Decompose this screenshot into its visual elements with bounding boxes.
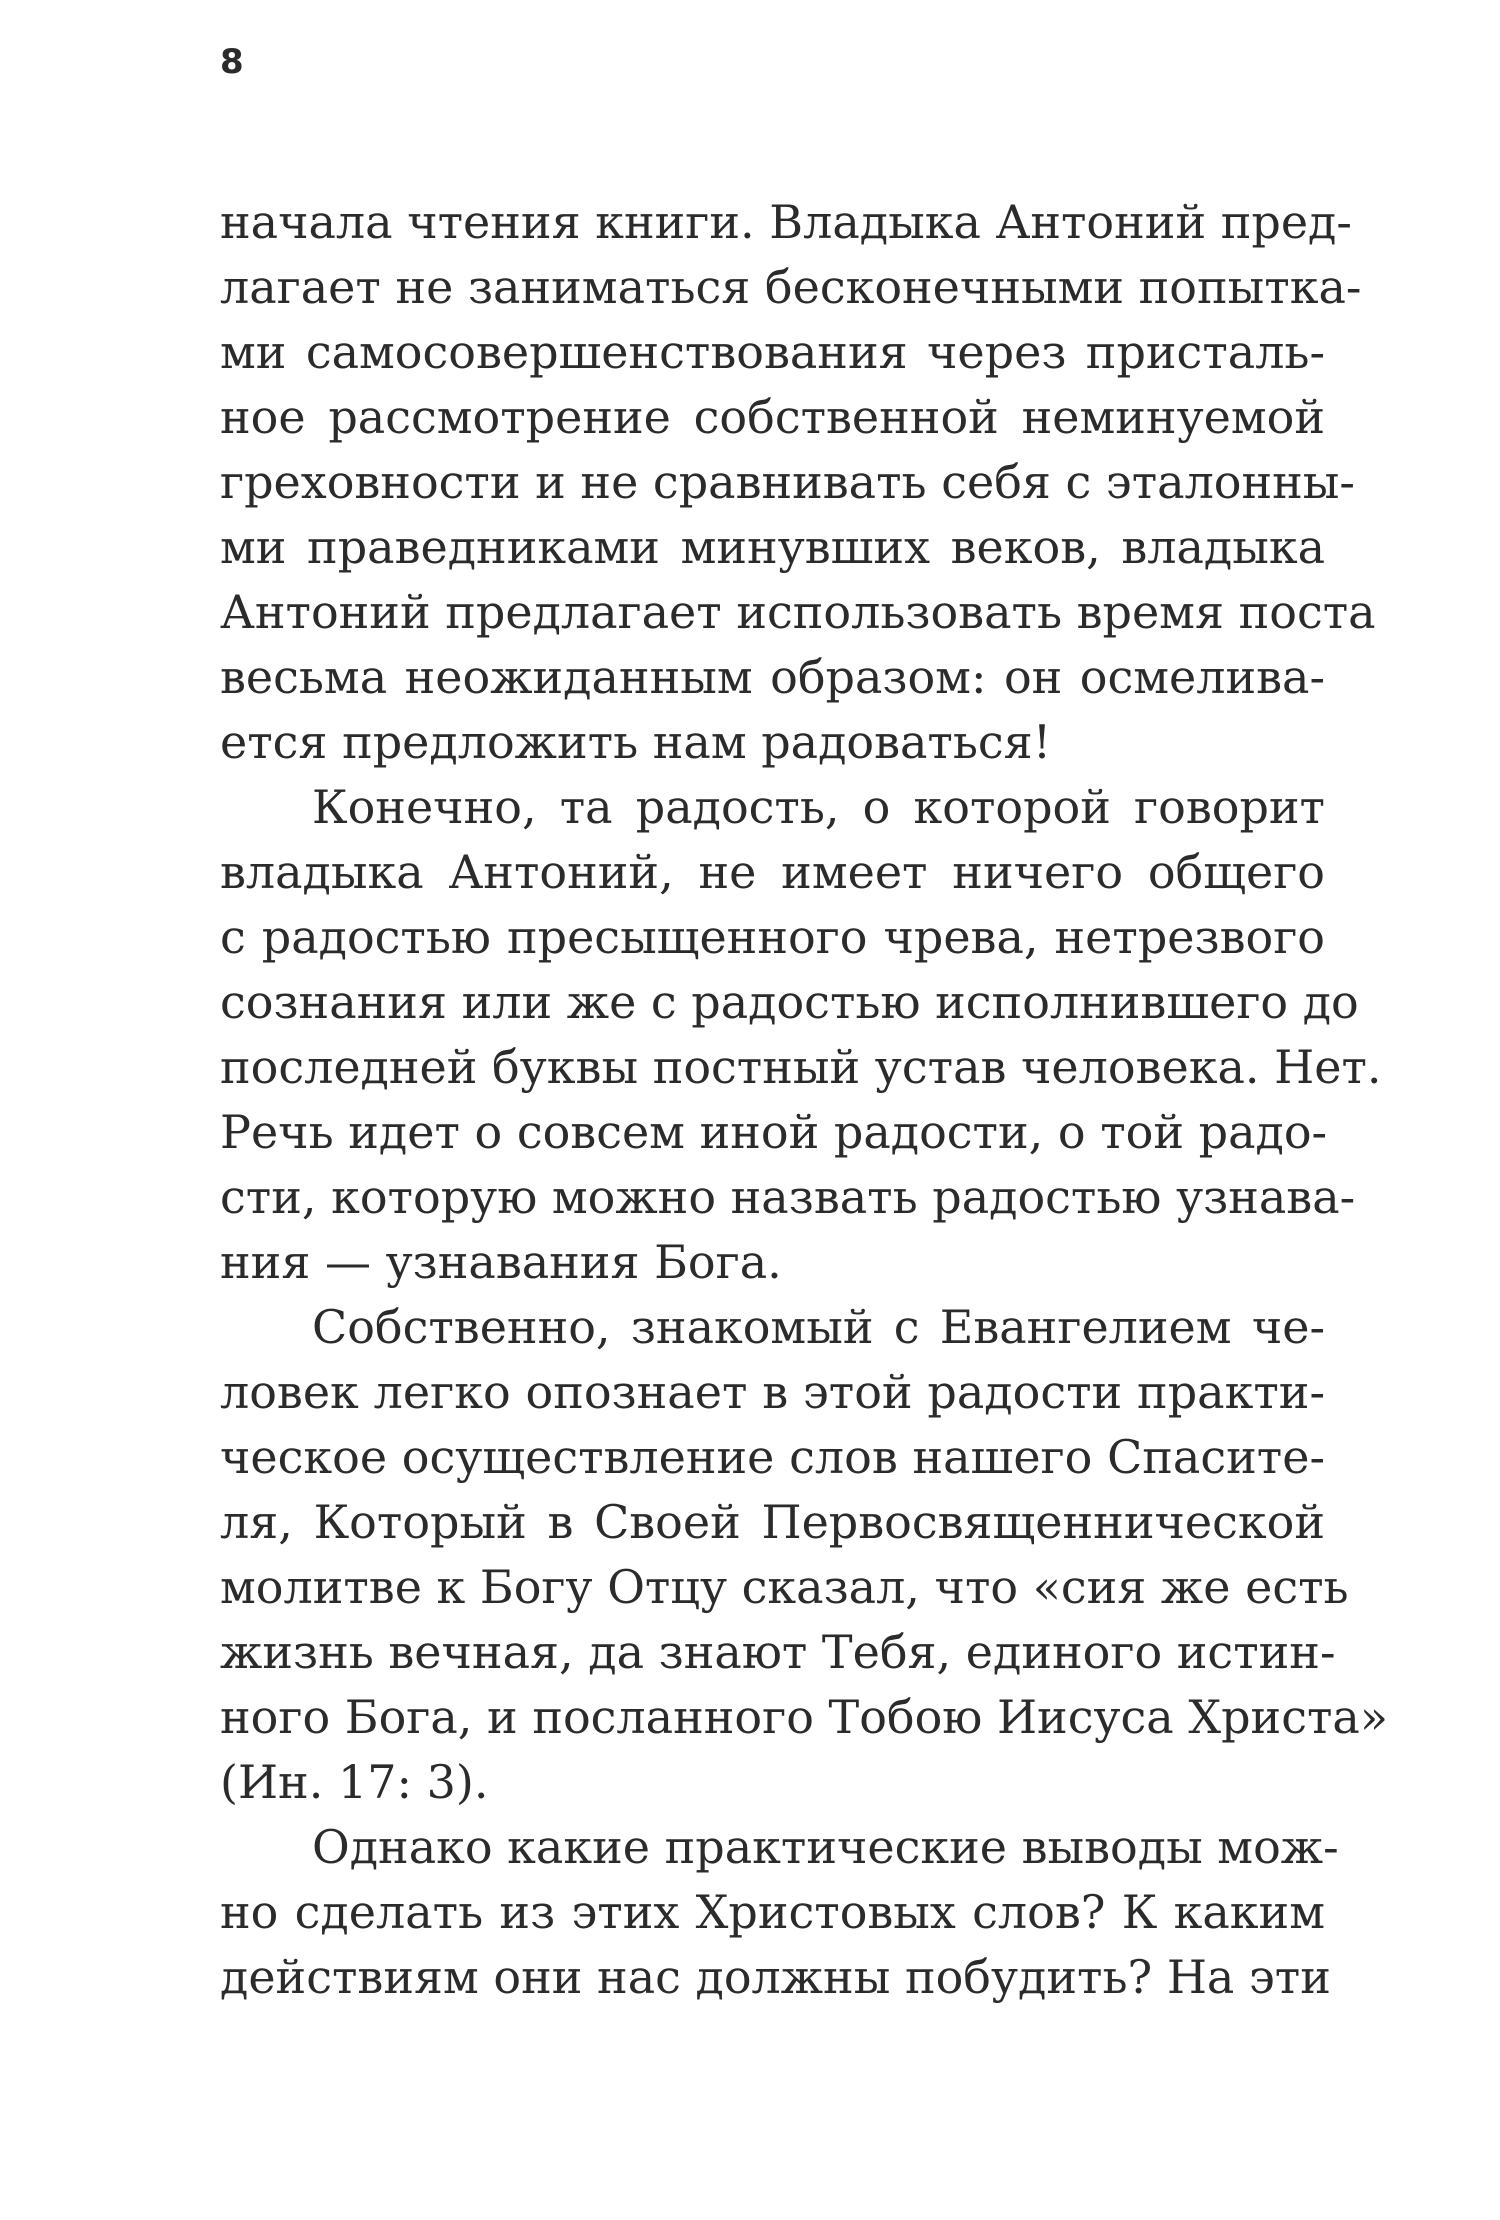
text-line: молитве к Богу Отцу сказал, что «сия же есть — [220, 1560, 1349, 1614]
text-line: ми самосовершенствования через присталь- — [220, 325, 1325, 379]
text-line: начала чтения книги. Владыка Антоний пред- — [220, 195, 1352, 249]
text-line: но сделать из этих Христовых слов? К каким — [220, 1885, 1325, 1939]
paragraph-start-line: Собственно, знакомый с Евангелием че- — [312, 1300, 1325, 1354]
text-line: лагает не заниматься бесконечными попытка- — [220, 260, 1362, 314]
text-line: ля, Который в Своей Первосвященнической — [220, 1495, 1325, 1549]
text-line: с радостью пресыщенного чрева, нетрезвого — [220, 910, 1325, 964]
text-line: сти, которую можно назвать радостью узнава- — [220, 1170, 1356, 1224]
text-line: жизнь вечная, да знают Тебя, единого истин- — [220, 1625, 1336, 1679]
paragraph-start-line: Конечно, та радость, о которой говорит — [312, 780, 1325, 834]
text-line: греховности и не сравнивать себя с эталонны- — [220, 455, 1355, 509]
text-line: ное рассмотрение собственной неминуемой — [220, 390, 1325, 444]
text-line: Антоний предлагает использовать время поста — [220, 585, 1376, 639]
text-line: Речь идет о совсем иной радости, о той радо- — [220, 1105, 1328, 1159]
paragraph-end-line: (Ин. 17: 3). — [220, 1755, 489, 1809]
body-text — [220, 190, 1388, 2010]
paragraph-start-line: Однако какие практические выводы мож- — [312, 1820, 1339, 1874]
text-line: владыка Антоний, не имеет ничего общего — [220, 845, 1325, 899]
paragraph-end-line: ния — узнавания Бога. — [220, 1235, 782, 1289]
text-line: ного Бога, и посланного Тобою Иисуса Христа» — [220, 1690, 1388, 1744]
text-line: ловек легко опознает в этой радости практи- — [220, 1365, 1325, 1419]
page-number: 8 — [220, 42, 244, 82]
text-line: ческое осуществление слов нашего Спасите- — [220, 1430, 1325, 1484]
text-line: последней буквы постный устав человека. Нет. — [220, 1040, 1382, 1094]
text-line: действиям они нас должны побудить? На эти — [220, 1950, 1331, 2004]
paragraph-end-line: ется предложить нам радоваться! — [220, 715, 1052, 769]
text-line: сознания или же с радостью исполнившего до — [220, 975, 1359, 1029]
text-line: весьма неожиданным образом: он осмелива- — [220, 650, 1325, 704]
text-line: ми праведниками минувших веков, владыка — [220, 520, 1325, 574]
